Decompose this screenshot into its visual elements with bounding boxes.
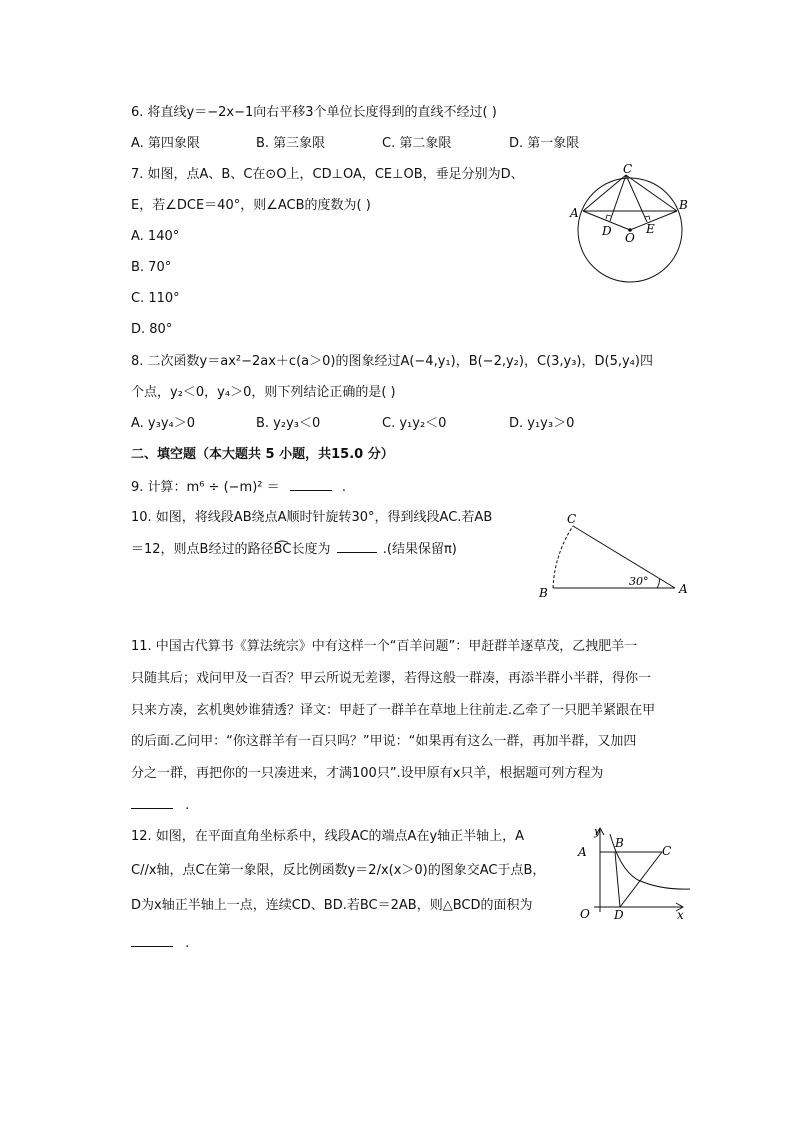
q10-line2 — [131, 540, 457, 559]
q8-stem-line2: 个点，y₂＜0，y₄＞0，则下列结论正确的是( ) — [131, 385, 396, 400]
section-fill-in-title: 二、填空题（本大题共 5 小题，共15.0 分） — [131, 447, 394, 462]
q11-line2: 只随其后；戏问甲及一百否？甲云所说无差谬，若得这般一群凑，再添半群小半群，得你一 — [131, 671, 652, 686]
q11-answer-line — [131, 796, 189, 815]
q11-line5: 分之一群，再把你的一只凑进来，才满100只”.设甲原有x只羊，根据题可列方程为 — [131, 766, 604, 781]
q11-line1: 11. 中国古代算书《算法统宗》中有这样一个“百羊问题”：甲赶群羊逐草茂，乙拽肥羊一 — [131, 639, 638, 654]
segment-ac — [573, 526, 675, 588]
q12-answer-line — [131, 934, 189, 953]
q9-line — [131, 478, 346, 497]
q10-stem-line1: 10. 如图，将线段AB绕点A顺时针旋转30°，得到线段AC.若AB — [131, 510, 493, 525]
q12-line2: C//x轴，点C在第一象限，反比例函数y＝2/x(x＞0)的图象交AC于点B， — [131, 863, 546, 878]
q6-stem: 6. 将直线y＝−2x−1向右平移3个单位长度得到的直线不经过( ) — [131, 105, 497, 120]
label-a: A — [570, 206, 579, 220]
q8-option-d: D. y₁y₃＞0 — [509, 416, 575, 431]
label-c: C — [662, 844, 672, 858]
label-b: B — [679, 198, 688, 212]
label-b: B — [539, 586, 548, 600]
angle-arc — [657, 579, 660, 588]
label-o: O — [625, 231, 635, 245]
q10-stem-part2: .(结果保留π) — [382, 542, 457, 557]
label-c: C — [567, 512, 577, 526]
q11-end: . — [185, 798, 190, 813]
q6-option-d: D. 第一象限 — [509, 136, 580, 151]
label-x: x — [677, 908, 684, 922]
q10-answer-blank[interactable] — [337, 540, 377, 553]
label-a: A — [578, 845, 587, 859]
label-o: O — [580, 907, 590, 921]
q9-end: . — [341, 480, 347, 495]
segment-bd — [615, 852, 620, 907]
q8-option-b: B. y₂y₃＜0 — [256, 416, 321, 431]
label-e: E — [646, 222, 655, 236]
q12-coordinate-figure — [574, 822, 692, 922]
q7-circle-figure — [566, 160, 696, 285]
label-y: y — [594, 825, 601, 838]
q8-option-a: A. y₃y₄＞0 — [131, 416, 196, 431]
label-c: C — [623, 162, 633, 176]
q12-end: . — [185, 936, 190, 951]
q9-stem: 9. 计算：m⁶ ÷ (−m)² ＝ — [131, 480, 280, 495]
q8-stem-line1: 8. 二次函数y＝ax²−2ax＋c(a＞0)的图象经过A(−4,y₁)，B(−2,y₂)，C(3,y₃)，D(5,y₄)四 — [131, 354, 653, 369]
q7-option-a: A. 140° — [131, 229, 180, 244]
q6-option-c: C. 第二象限 — [382, 136, 452, 151]
q7-option-b: B. 70° — [131, 260, 172, 275]
label-b: B — [615, 836, 624, 850]
q7-option-d: D. 80° — [131, 322, 173, 337]
arc-bc — [553, 526, 573, 588]
label-angle: 30° — [629, 575, 649, 588]
q8-option-c: C. y₁y₂＜0 — [382, 416, 447, 431]
q12-line1: 12. 如图，在平面直角坐标系中，线段AC的端点A在y轴正半轴上，A — [131, 829, 525, 844]
q10-stem-part1: ＝12，则点B经过的路径B͡C长度为 — [131, 542, 331, 557]
label-a: A — [679, 582, 688, 596]
q12-line3: D为x轴正半轴上一点，连续CD、BD.若BC＝2AB，则△BCD的面积为 — [131, 898, 533, 913]
q7-stem-line1: 7. 如图，点A、B、C在⊙O上，CD⊥OA，CE⊥OB，垂足分别为D、 — [131, 167, 524, 182]
segment-cd — [620, 852, 662, 907]
q6-option-b: B. 第三象限 — [256, 136, 326, 151]
q12-answer-blank[interactable] — [131, 934, 173, 947]
label-d: D — [602, 224, 612, 238]
right-angle-d — [606, 215, 611, 219]
q7-option-c: C. 110° — [131, 291, 180, 306]
q7-stem-line2: E，若∠DCE＝40°，则∠ACB的度数为( ) — [131, 198, 371, 213]
label-d: D — [614, 908, 624, 922]
q10-rotation-figure — [535, 508, 695, 600]
q11-line3: 只来方凑，玄机奥妙谁猜透？译文：甲赶了一群羊在草地上往前走.乙牵了一只肥羊紧跟在甲 — [131, 703, 656, 718]
q9-answer-blank[interactable] — [290, 478, 332, 491]
q11-answer-blank[interactable] — [131, 796, 173, 809]
q6-option-a: A. 第四象限 — [131, 136, 200, 151]
q11-line4: 的后面.乙问甲：“你这群羊有一百只吗？”甲说：“如果再有这么一群，再加半群，又加四 — [131, 734, 637, 749]
